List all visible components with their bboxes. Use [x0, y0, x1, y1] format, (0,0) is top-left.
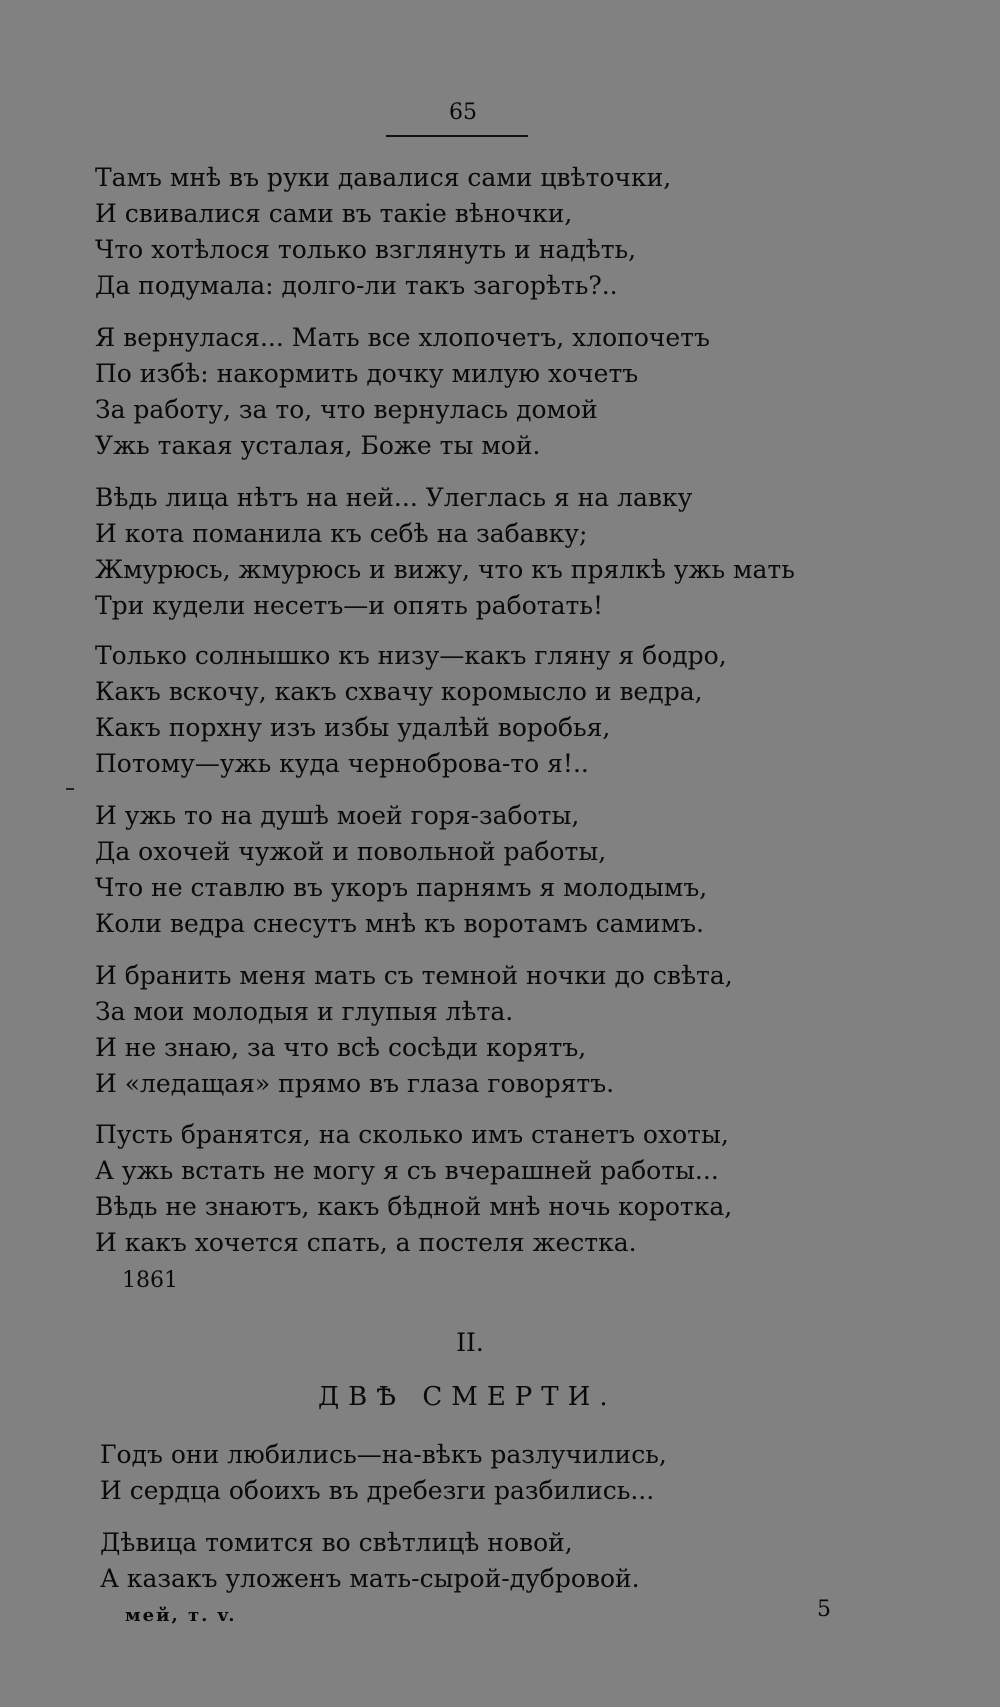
verse-line: Вѣдь не знаютъ, какъ бѣдной мнѣ ночь коротка, [95, 1192, 733, 1221]
verse-line: Только солнышко къ низу—какъ гляну я бодро, [95, 641, 727, 670]
stanza-7 [95, 1117, 732, 1261]
section-stanza-2 [100, 1525, 640, 1597]
verse-line: Да охочей чужой и повольной работы, [95, 837, 607, 866]
verse-line: И не знаю, за что всѣ сосѣди корятъ, [95, 1033, 587, 1062]
footer-signature: мей, т. v. [125, 1605, 237, 1626]
verse-line: И ужь то на душѣ моей горя-заботы, [95, 801, 580, 830]
verse-line: Что хотѣлося только взглянуть и надѣть, [95, 235, 637, 264]
verse-line: Коли ведра снесутъ мнѣ къ воротамъ самимъ. [95, 909, 704, 938]
verse-line: Ужь такая усталая, Боже ты мой. [95, 431, 541, 460]
verse-line: А казакъ уложенъ мать-сырой-дубровой. [100, 1564, 640, 1593]
verse-line: Какъ порхну изъ избы удалѣй воробья, [95, 713, 611, 742]
verse-line: Пусть бранятся, на сколько имъ станетъ охоты, [95, 1120, 729, 1149]
verse-line: Годъ они любились—на-вѣкъ разлучились, [100, 1440, 667, 1469]
verse-line: И «ледащая» прямо въ глаза говорятъ. [95, 1069, 615, 1098]
verse-line: Я вернулася... Мать все хлопочетъ, хлопочетъ [95, 323, 710, 352]
verse-line: Что не ставлю въ укоръ парнямъ я молодымъ, [95, 873, 708, 902]
verse-line: Потому—ужь куда черноброва-то я!.. [95, 749, 589, 778]
verse-line: И кота поманила къ себѣ на забавку; [95, 519, 588, 548]
verse-line: Вѣдь лица нѣтъ на ней... Улеглась я на лавку [95, 483, 693, 512]
stanza-4 [95, 638, 727, 782]
poem-year: 1861 [122, 1268, 178, 1293]
footer-sheet-number: 5 [817, 1597, 831, 1622]
section-title: ДВѢ СМЕРТИ. [318, 1382, 617, 1412]
verse-line: По избѣ: накормить дочку милую хочетъ [95, 359, 639, 388]
verse-line: Три кудели несетъ—и опять работать! [95, 591, 604, 620]
page-number: 65 [449, 100, 477, 125]
verse-line: Какъ вскочу, какъ схвачу коромысло и ведра, [95, 677, 703, 706]
verse-line: Да подумала: долго-ли такъ загорѣть?.. [95, 271, 618, 300]
stanza-5 [95, 798, 707, 942]
verse-line: И какъ хочется спать, а постеля жестка. [95, 1228, 637, 1257]
stanza-6 [95, 958, 733, 1102]
section-stanza-1 [100, 1437, 667, 1509]
verse-line: Тамъ мнѣ въ руки давалися сами цвѣточки, [95, 163, 672, 192]
verse-line: И свивалися сами въ такіе вѣночки, [95, 199, 573, 228]
margin-mark [66, 788, 74, 790]
stanza-3 [95, 480, 795, 624]
stanza-2 [95, 320, 710, 464]
verse-line: И бранить меня мать съ темной ночки до свѣта, [95, 961, 733, 990]
verse-line: Жмурюсь, жмурюсь и вижу, что къ прялкѣ ужь мать [95, 555, 795, 584]
verse-line: Дѣвица томится во свѣтлицѣ новой, [100, 1528, 573, 1557]
page-number-rule [386, 135, 528, 137]
verse-line: А ужь встать не могу я съ вчерашней работы... [95, 1156, 719, 1185]
section-number: II. [456, 1328, 484, 1357]
verse-line: За мои молодыя и глупыя лѣта. [95, 997, 514, 1026]
verse-line: За работу, за то, что вернулась домой [95, 395, 598, 424]
stanza-1 [95, 160, 671, 304]
verse-line: И сердца обоихъ въ дребезги разбились... [100, 1476, 655, 1505]
